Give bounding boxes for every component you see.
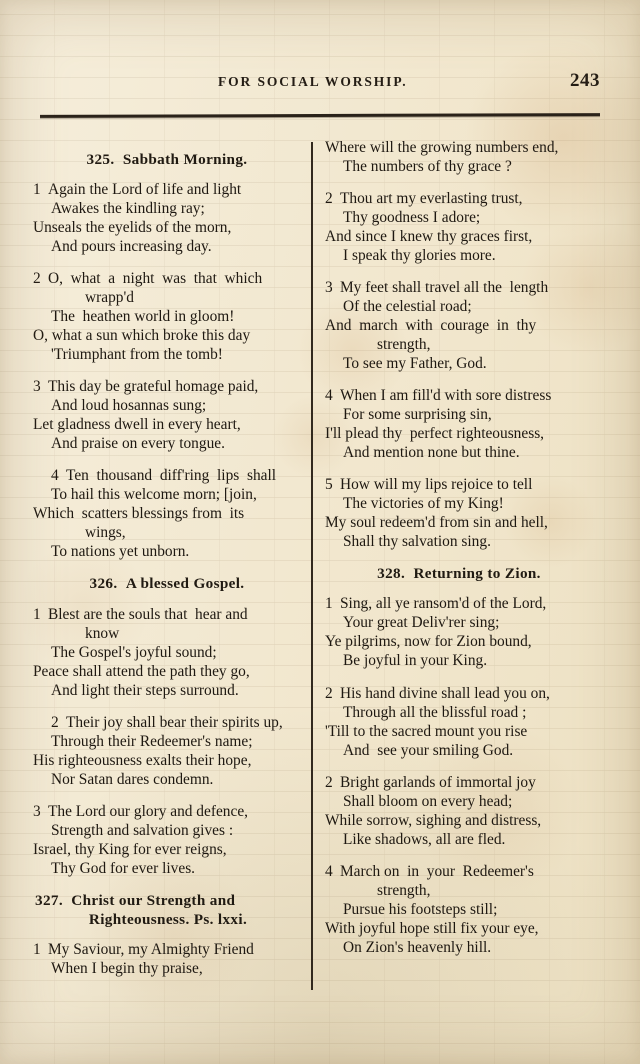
- hymn-title: [325, 564, 593, 583]
- column-divider-rule: [311, 142, 313, 990]
- verse: [33, 377, 301, 453]
- hymn-title-spacer: [118, 575, 126, 592]
- verse-line-text: Shall thy salvation sing.: [343, 533, 491, 551]
- verse: [325, 189, 593, 265]
- verse-line: [33, 269, 301, 288]
- verse-line: [33, 415, 301, 434]
- verse-number: 4: [51, 467, 59, 485]
- verse-number: 1: [33, 605, 41, 623]
- verse-line: The numbers of thy grace ?: [343, 158, 512, 176]
- verse-line: [33, 802, 301, 821]
- verse-line-text: Be joyful in your King.: [343, 652, 488, 670]
- verse-number: 4: [325, 862, 333, 880]
- verse-line-text: Bright garlands of immortal joy: [340, 773, 536, 791]
- verse-line: [325, 354, 593, 373]
- verse-number: 2: [51, 713, 59, 731]
- verse-line-text: And mention none but thine.: [343, 444, 520, 462]
- verse-line: [325, 297, 593, 316]
- verse-line: [325, 741, 593, 760]
- verse: [325, 862, 593, 957]
- verse-line-text: Sing, all ye ransom'd of the Lord,: [340, 595, 547, 613]
- verse-line: [325, 532, 593, 551]
- verse-line: [325, 773, 593, 792]
- verse-line-text: Shall bloom on every head;: [343, 792, 513, 810]
- verse: [33, 713, 301, 789]
- verse-line: [325, 316, 593, 335]
- verse-line: [325, 684, 593, 703]
- verse-line: [325, 278, 593, 297]
- verse-line: [33, 504, 301, 523]
- verse-line: [325, 722, 593, 741]
- hymn-title: [33, 574, 301, 593]
- verse-line-text: know: [85, 624, 120, 642]
- verse: [33, 466, 301, 561]
- verse-line-text: And pours increasing day.: [51, 238, 212, 256]
- verse-line-text: To see my Father, God.: [343, 355, 487, 373]
- hymn-block: [325, 189, 593, 551]
- verse: [33, 802, 301, 878]
- running-head: [40, 70, 600, 98]
- verse-line: [325, 189, 593, 208]
- verse-line-text: Strength and salvation gives :: [51, 821, 234, 839]
- verse-line: [325, 613, 593, 632]
- verse-line: [33, 237, 301, 256]
- verse-line-text: And see your smiling God.: [343, 741, 514, 759]
- verse-line-text: Peace shall attend the path they go,: [33, 662, 250, 680]
- verse-line: [325, 862, 593, 881]
- verse-number: 2: [325, 190, 333, 208]
- verse-line: [33, 326, 301, 345]
- hymn-title: [33, 150, 301, 169]
- verse-line-text: And march with courage in thy: [325, 317, 537, 335]
- verse-line: [325, 651, 593, 670]
- verse-line: [33, 662, 301, 681]
- verse-number: 2: [33, 270, 41, 288]
- hymn-title-subline: Righteousness. Ps. lxxi.: [88, 910, 248, 928]
- verse-number: 5: [325, 476, 333, 494]
- verse: [33, 269, 301, 364]
- verse-line-text: The Lord our glory and defence,: [48, 802, 248, 820]
- verse: [33, 605, 301, 700]
- verse-line-text: I speak thy glories more.: [343, 247, 496, 265]
- verse-line-text: My feet shall travel all the length: [340, 279, 549, 297]
- verse-line-text: To hail this welcome morn; [join,: [51, 486, 257, 504]
- hymn-number: 328.: [377, 565, 406, 583]
- verse-line-text: The Gospel's joyful sound;: [51, 643, 217, 661]
- verse-number: 1: [33, 941, 41, 959]
- verse-line-text: Their joy shall bear their spirits up,: [66, 713, 283, 731]
- verse-line-text: Ten thousand diff'ring lips shall: [66, 467, 277, 485]
- verse-line: [33, 624, 301, 643]
- verse-line-text: His hand divine shall lead you on,: [340, 684, 550, 702]
- verse-line: [325, 632, 593, 651]
- verse-line: [325, 475, 593, 494]
- verse-line-text: O, what a sun which broke this day: [33, 327, 251, 345]
- verse-number: 3: [33, 802, 41, 820]
- verse-line: Where will the growing numbers end,: [325, 139, 559, 156]
- verse-line-text: I'll plead thy perfect righteousness,: [325, 425, 545, 443]
- verse-line-text: On Zion's heavenly hill.: [343, 938, 492, 956]
- verse-line-text: Israel, thy King for ever reigns,: [33, 840, 227, 858]
- verse-line-text: When I begin thy praise,: [51, 960, 203, 978]
- running-head-title: FOR SOCIAL WORSHIP.: [218, 74, 408, 89]
- page-number: 243: [570, 70, 600, 91]
- verse-number: 1: [33, 181, 41, 199]
- verse-line: [33, 542, 301, 561]
- verse-line: [325, 881, 593, 900]
- left-column: [33, 138, 301, 991]
- verse-line-text: Which scatters blessings from its: [33, 505, 245, 523]
- verse-number: 4: [325, 387, 333, 405]
- verse-number: 1: [325, 595, 333, 613]
- verse-line-text: wings,: [85, 524, 126, 542]
- verse-line-text: My soul redeem'd from sin and hell,: [325, 514, 548, 532]
- verse-line-text: 'Triumphant from the tomb!: [51, 346, 223, 364]
- hymn-title-text: A blessed Gospel.: [125, 575, 245, 593]
- verse-line: [33, 396, 301, 415]
- verse-line: [33, 959, 301, 978]
- verse-line-text: Awakes the kindling ray;: [51, 200, 205, 218]
- verse-line: [33, 605, 301, 624]
- hymn-title-spacer: [115, 151, 123, 168]
- verse-line-text: Thy God for ever lives.: [51, 859, 196, 877]
- verse-line: [33, 940, 301, 959]
- verse-line-text: wrapp'd: [85, 289, 134, 307]
- right-column: [325, 138, 593, 970]
- hymn-block: [33, 574, 301, 877]
- verse-number: 3: [325, 279, 333, 297]
- verse-line: [33, 485, 301, 504]
- verse-line: [325, 405, 593, 424]
- hymn-title-text: Returning to Zion.: [413, 565, 541, 583]
- verse: [325, 278, 593, 373]
- hymn-number: 327.: [35, 891, 63, 909]
- verse-line-text: Unseals the eyelids of the morn,: [33, 219, 232, 237]
- verse-line-text: Again the Lord of life and light: [48, 181, 242, 199]
- verse-line-text: Thy goodness I adore;: [343, 209, 481, 227]
- verse-line-text: To nations yet unborn.: [51, 543, 190, 561]
- verse-line: [33, 751, 301, 770]
- verse-line-text: strength,: [377, 881, 431, 899]
- verse-line: [33, 377, 301, 396]
- verse-line: [33, 732, 301, 751]
- verse-line-text: The heathen world in gloom!: [51, 308, 235, 326]
- verse: [33, 180, 301, 256]
- verse-line: [325, 792, 593, 811]
- verse-number: 2: [325, 773, 333, 791]
- verse-line-text: Thou art my everlasting trust,: [340, 190, 523, 208]
- hymn-title-text: Sabbath Morning.: [122, 151, 248, 168]
- verse-line: [325, 811, 593, 830]
- verse-line-text: Let gladness dwell in every heart,: [33, 416, 241, 434]
- verse-line-text: March on in your Redeemer's: [340, 862, 534, 880]
- verse-line-text: This day be grateful homage paid,: [48, 378, 259, 396]
- verse-line-text: Your great Deliv'rer sing;: [343, 614, 500, 632]
- verse-line-text: And praise on every tongue.: [51, 435, 225, 453]
- hymn-number: 325.: [86, 151, 115, 168]
- verse-line: [325, 227, 593, 246]
- verse-line-text: Of the celestial road;: [343, 298, 472, 316]
- verse-line: [33, 218, 301, 237]
- verse-line-text: For some surprising sin,: [343, 406, 492, 424]
- verse-line: [33, 643, 301, 662]
- verse-line: [325, 594, 593, 613]
- verse-line: [325, 513, 593, 532]
- verse-line-text: 'Till to the sacred mount you rise: [325, 722, 528, 740]
- verse-line-text: My Saviour, my Almighty Friend: [48, 941, 254, 959]
- hymn-title-text: Christ our Strength and: [71, 891, 236, 909]
- verse-line: [33, 859, 301, 878]
- verse-line: [325, 246, 593, 265]
- header-rule: [40, 113, 600, 118]
- verse-line-text: Ye pilgrims, now for Zion bound,: [325, 633, 532, 651]
- verse-line: [33, 180, 301, 199]
- verse-line: [325, 830, 593, 849]
- hymn-title: [33, 891, 301, 929]
- verse-line: [33, 681, 301, 700]
- verse-number: 2: [325, 684, 333, 702]
- verse-line-text: strength,: [377, 336, 431, 354]
- verse-line: [33, 466, 301, 485]
- verse-line: [33, 307, 301, 326]
- verse-line-text: His righteousness exalts their hope,: [33, 751, 252, 769]
- verse-line: [325, 900, 593, 919]
- verse-line-text: With joyful hope still fix your eye,: [325, 919, 539, 937]
- verse-line-text: When I am fill'd with sore distress: [340, 387, 552, 405]
- verse-line: [33, 345, 301, 364]
- verse-line-text: Nor Satan dares condemn.: [51, 770, 214, 788]
- verse-line: [325, 703, 593, 722]
- verse-line: [325, 919, 593, 938]
- verse-line: [33, 840, 301, 859]
- verse-line: [33, 199, 301, 218]
- verse-line-text: Through their Redeemer's name;: [51, 732, 253, 750]
- verse: [325, 684, 593, 760]
- hymn-block: [33, 891, 301, 978]
- verse-line-text: How will my lips rejoice to tell: [340, 476, 533, 494]
- hymn-block: [325, 564, 593, 956]
- verse-line-text: And since I knew thy graces first,: [325, 228, 533, 246]
- verse-line: [325, 208, 593, 227]
- verse-line: [325, 938, 593, 957]
- verse-number: 3: [33, 378, 41, 396]
- verse-line-text: Like shadows, all are fled.: [343, 830, 506, 848]
- verse-line-text: Blest are the souls that hear and: [48, 605, 248, 623]
- verse-line: [325, 424, 593, 443]
- verse-line: [33, 770, 301, 789]
- verse-line: [325, 335, 593, 354]
- verse-line: [325, 386, 593, 405]
- verse: [33, 940, 301, 978]
- verse: [325, 594, 593, 670]
- carryover-verse: [325, 138, 593, 176]
- verse: [325, 475, 593, 551]
- verse-line: [33, 434, 301, 453]
- verse: [325, 386, 593, 462]
- verse-line: [33, 288, 301, 307]
- verse-line: [325, 494, 593, 513]
- hymn-number: 326.: [89, 575, 118, 593]
- verse-line-text: And light their steps surround.: [51, 681, 239, 699]
- verse-line-text: The victories of my King!: [343, 495, 504, 513]
- verse-line: [33, 713, 301, 732]
- verse-line-text: While sorrow, sighing and distress,: [325, 811, 542, 829]
- verse: [325, 773, 593, 849]
- verse-line-text: And loud hosannas sung;: [51, 397, 207, 415]
- verse-line: [33, 523, 301, 542]
- verse-line-text: O, what a night was that which: [48, 270, 263, 288]
- hymn-block: [33, 150, 301, 561]
- verse-line-text: Pursue his footsteps still;: [343, 900, 498, 918]
- verse-line: [33, 821, 301, 840]
- verse-line: [325, 443, 593, 462]
- verse-line-text: Through all the blissful road ;: [343, 703, 527, 721]
